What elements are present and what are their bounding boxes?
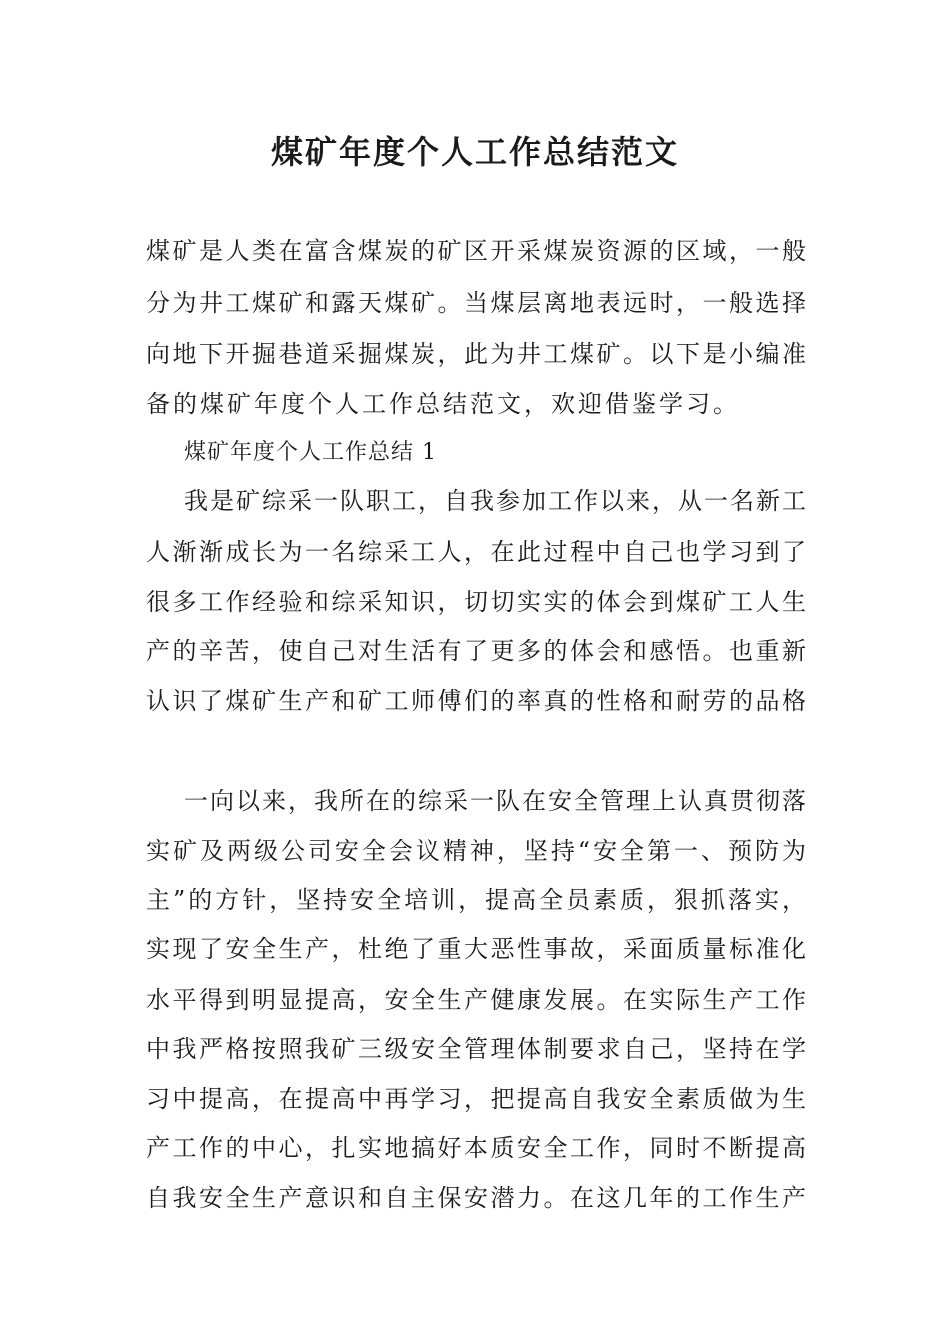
intro-line: 向地下开掘巷道采掘煤炭，此为井工煤矿。以下是小编准	[146, 340, 806, 368]
paragraph-line: 一向以来，我所在的综采一队在安全管理上认真贯彻落	[184, 787, 806, 815]
document-title: 煤矿年度个人工作总结范文	[270, 133, 679, 171]
paragraph-line: 自我安全生产意识和自主保安潜力。在这几年的工作生产	[146, 1184, 806, 1212]
intro-line: 备的煤矿年度个人工作总结范文，欢迎借鉴学习。	[146, 390, 740, 418]
paragraph-line: 实现了安全生产，杜绝了重大恶性事故，采面质量标准化	[146, 935, 806, 963]
paragraph-line: 产的辛苦，使自己对生活有了更多的体会和感悟。也重新	[146, 637, 806, 665]
paragraph-line: 主”的方针，坚持安全培训，提高全员素质，狠抓落实，	[146, 886, 806, 914]
paragraph-line: 我是矿综采一队职工，自我参加工作以来，从一名新工	[184, 487, 806, 515]
intro-line: 煤矿是人类在富含煤炭的矿区开采煤炭资源的区域，一般	[146, 237, 806, 265]
intro-line: 分为井工煤矿和露天煤矿。当煤层离地表远时，一般选择	[146, 289, 806, 317]
paragraph-line: 中我严格按照我矿三级安全管理体制要求自己，坚持在学	[146, 1035, 806, 1063]
paragraph-line: 很多工作经验和综采知识，切切实实的体会到煤矿工人生	[146, 588, 806, 616]
section-heading: 煤矿年度个人工作总结 1	[184, 440, 437, 465]
paragraph-line: 实矿及两级公司安全会议精神，坚持“安全第一、预防为	[146, 837, 806, 865]
paragraph-line: 水平得到明显提高，安全生产健康发展。在实际生产工作	[146, 986, 806, 1014]
paragraph-line: 产工作的中心，扎实地搞好本质安全工作，同时不断提高	[146, 1134, 806, 1162]
paragraph-line: 认识了煤矿生产和矿工师傅们的率真的性格和耐劳的品格	[146, 687, 806, 715]
paragraph-line: 习中提高，在提高中再学习，把提高自我安全素质做为生	[146, 1085, 806, 1113]
paragraph-line: 人渐渐成长为一名综采工人，在此过程中自己也学习到了	[146, 538, 806, 566]
